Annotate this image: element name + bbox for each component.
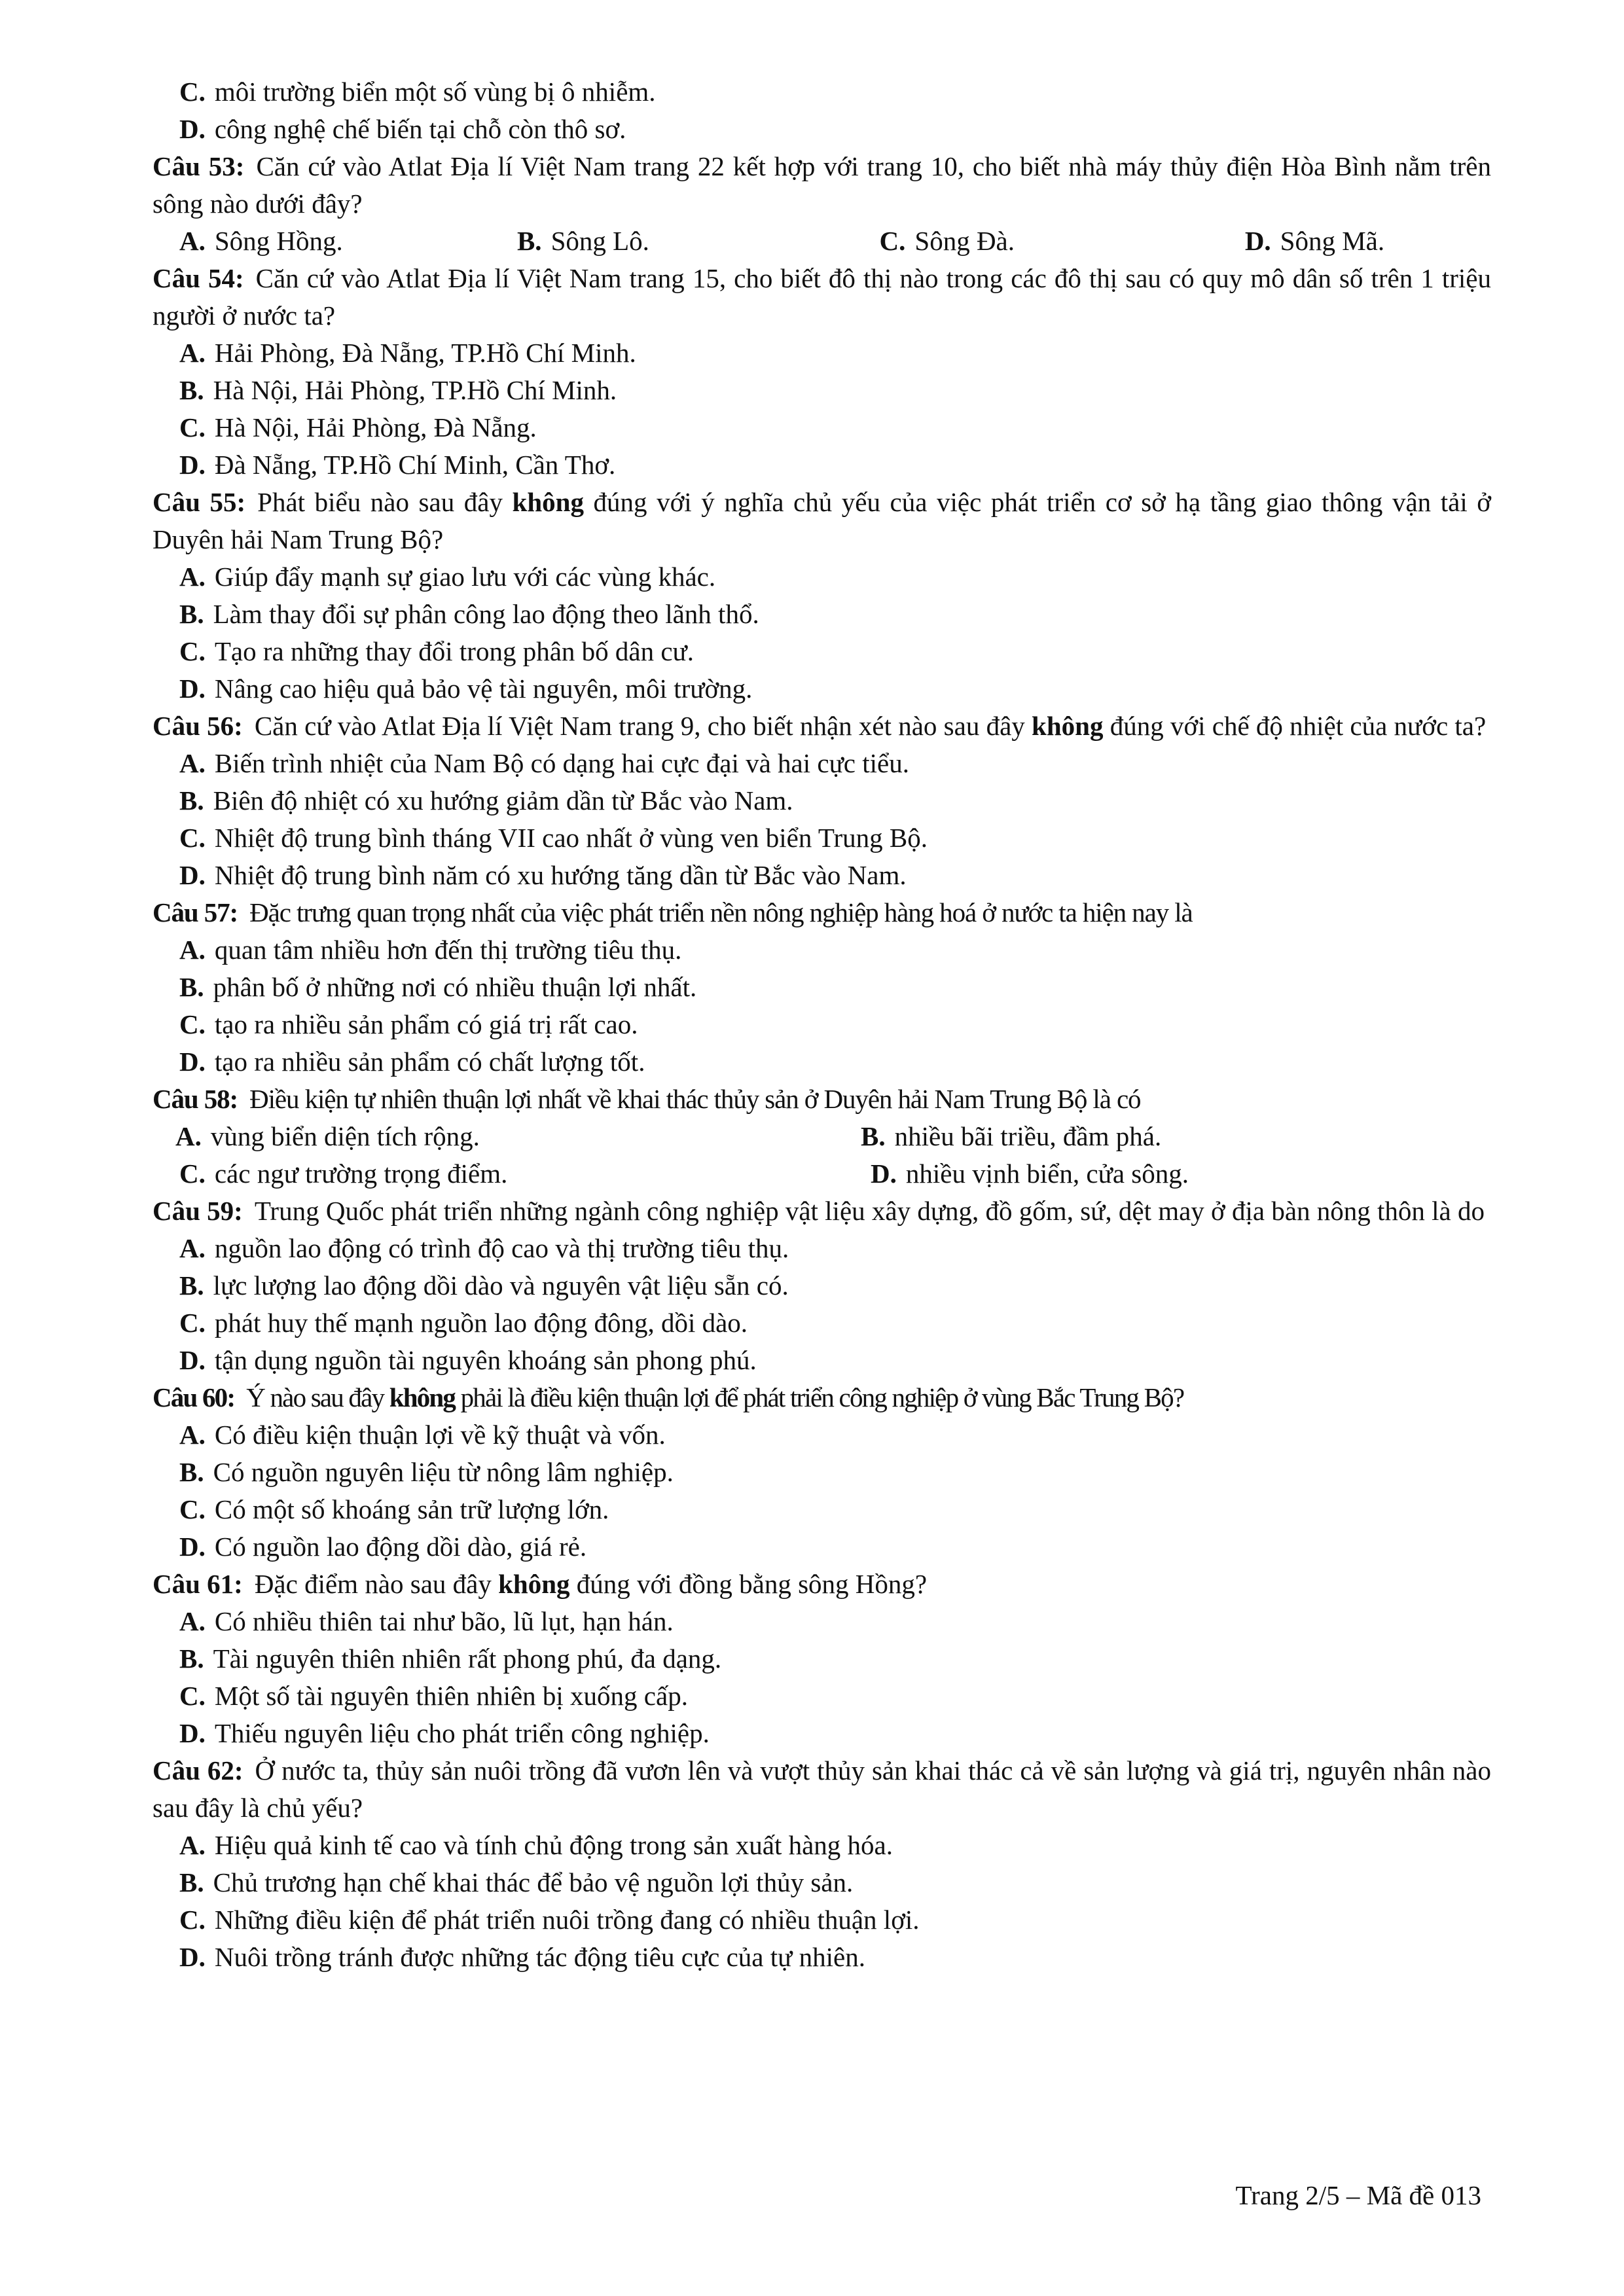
q58-option-a: A. vùng biển diện tích rộng.: [175, 1121, 480, 1151]
q57-option-a: A. quan tâm nhiều hơn đến thị trường tiêu thụ.: [179, 935, 682, 965]
q54-option-d: D. Đà Nẵng, TP.Hồ Chí Minh, Cần Thơ.: [179, 450, 616, 480]
q54-option-b: B. Hà Nội, Hải Phòng, TP.Hồ Chí Minh.: [179, 375, 617, 405]
q60-option-a: A. Có điều kiện thuận lợi về kỹ thuật và vốn.: [179, 1420, 666, 1450]
q58-options-row1: [153, 1118, 1491, 1155]
q62-stem: Câu 62: Ở nước ta, thủy sản nuôi trồng đã vươn lên và vượt thủy sản khai thác cả về sản lượng và giá trị, nguyên nhân nào sau đây là chủ yếu?: [153, 1755, 1491, 1823]
q54-stem: Câu 54: Căn cứ vào Atlat Địa lí Việt Nam trang 15, cho biết đô thị nào trong các đô thị sau có quy mô dân số trên 1 triệu người ở nước ta?: [153, 263, 1491, 331]
q57-option-b: B. phân bố ở những nơi có nhiều thuận lợi nhất.: [179, 972, 697, 1002]
q55-option-b: B. Làm thay đổi sự phân công lao động theo lãnh thổ.: [179, 599, 759, 629]
q57-option-c: C. tạo ra nhiều sản phẩm có giá trị rất cao.: [179, 1009, 638, 1039]
q54-option-c: C. Hà Nội, Hải Phòng, Đà Nẵng.: [179, 412, 537, 442]
q56-option-c: C. Nhiệt độ trung bình tháng VII cao nhất ở vùng ven biển Trung Bộ.: [179, 823, 928, 853]
q53-option-a: A. Sông Hồng.: [179, 226, 343, 256]
q56-option-b: B. Biên độ nhiệt có xu hướng giảm dần từ Bắc vào Nam.: [179, 785, 793, 816]
q57-option-d: D. tạo ra nhiều sản phẩm có chất lượng tốt.: [179, 1047, 645, 1077]
q53-options: [153, 223, 1491, 260]
q62-option-c: C. Những điều kiện để phát triển nuôi trồng đang có nhiều thuận lợi.: [179, 1905, 920, 1935]
q54-option-a: A. Hải Phòng, Đà Nẵng, TP.Hồ Chí Minh.: [179, 338, 636, 368]
q58-options-row2: [153, 1155, 1491, 1193]
q61-option-b: B. Tài nguyên thiên nhiên rất phong phú, đa dạng.: [179, 1643, 722, 1674]
q62-option-d: D. Nuôi trồng tránh được những tác động tiêu cực của tự nhiên.: [179, 1942, 865, 1972]
q60-stem: Câu 60: Ý nào sau đây không phải là điều kiện thuận lợi để phát triển công nghiệp ở vùng Bắc Trung Bộ?: [153, 1382, 1184, 1412]
q59-option-b: B. lực lượng lao động dồi dào và nguyên vật liệu sẵn có.: [179, 1270, 789, 1300]
q56-option-a: A. Biến trình nhiệt của Nam Bộ có dạng hai cực đại và hai cực tiểu.: [179, 748, 909, 778]
q56-stem: Câu 56: Căn cứ vào Atlat Địa lí Việt Nam trang 9, cho biết nhận xét nào sau đây không đúng với chế độ nhiệt của nước ta?: [153, 711, 1487, 741]
q60-option-b: B. Có nguồn nguyên liệu từ nông lâm nghiệp.: [179, 1457, 674, 1487]
q53-option-b: B. Sông Lô.: [516, 226, 649, 256]
q58-option-c: C. các ngư trường trọng điểm.: [179, 1158, 508, 1189]
q62-option-a: A. Hiệu quả kinh tế cao và tính chủ động trong sản xuất hàng hóa.: [179, 1830, 893, 1860]
q60-option-c: C. Có một số khoáng sản trữ lượng lớn.: [179, 1494, 609, 1524]
q55-option-c: C. Tạo ra những thay đổi trong phân bố dân cư.: [179, 636, 695, 666]
q59-option-a: A. nguồn lao động có trình độ cao và thị trường tiêu thụ.: [179, 1233, 789, 1263]
q52-option-c: C. môi trường biển một số vùng bị ô nhiễm.: [179, 77, 656, 107]
q62-option-b: B. Chủ trương hạn chế khai thác để bảo vệ nguồn lợi thủy sản.: [179, 1867, 854, 1897]
q59-stem: Câu 59: Trung Quốc phát triển những ngành công nghiệp vật liệu xây dựng, đồ gốm, sứ, dệt may ở địa bàn nông thôn là do: [153, 1196, 1485, 1226]
q61-option-c: C. Một số tài nguyên thiên nhiên bị xuống cấp.: [179, 1681, 688, 1711]
q61-option-a: A. Có nhiều thiên tai như bão, lũ lụt, hạn hán.: [179, 1606, 674, 1636]
q59-option-c: C. phát huy thế mạnh nguồn lao động đông, dồi dào.: [179, 1308, 748, 1338]
q60-option-d: D. Có nguồn lao động dồi dào, giá rẻ.: [179, 1532, 587, 1562]
q58-option-b: B. nhiều bãi triều, đầm phá.: [861, 1121, 1162, 1151]
q55-stem: Câu 55: Phát biểu nào sau đây không đúng với ý nghĩa chủ yếu của việc phát triển cơ sở hạ tầng giao thông vận tải ở Duyên hải Nam Trung Bộ?: [153, 487, 1491, 554]
exam-content: [153, 73, 1491, 1976]
q53-stem: Câu 53: Căn cứ vào Atlat Địa lí Việt Nam trang 22 kết hợp với trang 10, cho biết nhà máy thủy điện Hòa Bình nằm trên sông nào dưới đây?: [153, 151, 1491, 219]
q55-option-a: A. Giúp đẩy mạnh sự giao lưu với các vùng khác.: [179, 562, 716, 592]
q53-option-c: C. Sông Đà.: [879, 226, 1015, 256]
q59-option-d: D. tận dụng nguồn tài nguyên khoáng sản phong phú.: [179, 1345, 757, 1375]
q55-option-d: D. Nâng cao hiệu quả bảo vệ tài nguyên, môi trường.: [179, 673, 753, 704]
q57-stem: Câu 57: Đặc trưng quan trọng nhất của việc phát triển nền nông nghiệp hàng hoá ở nước ta hiện nay là: [153, 897, 1193, 927]
q61-stem: Câu 61: Đặc điểm nào sau đây không đúng với đồng bằng sông Hồng?: [153, 1569, 928, 1599]
page-footer: Trang 2/5 – Mã đề 013: [1235, 2180, 1481, 2210]
q52-option-d: D. công nghệ chế biến tại chỗ còn thô sơ.: [179, 114, 626, 144]
q61-option-d: D. Thiếu nguyên liệu cho phát triển công nghiệp.: [179, 1718, 710, 1748]
q58-stem: Câu 58: Điều kiện tự nhiên thuận lợi nhất về khai thác thủy sản ở Duyên hải Nam Trung Bộ là có: [153, 1084, 1141, 1114]
q53-option-d: D. Sông Mã.: [1244, 226, 1385, 256]
q56-option-d: D. Nhiệt độ trung bình năm có xu hướng tăng dần từ Bắc vào Nam.: [179, 860, 907, 890]
q58-option-d: D. nhiều vịnh biển, cửa sông.: [871, 1158, 1189, 1189]
